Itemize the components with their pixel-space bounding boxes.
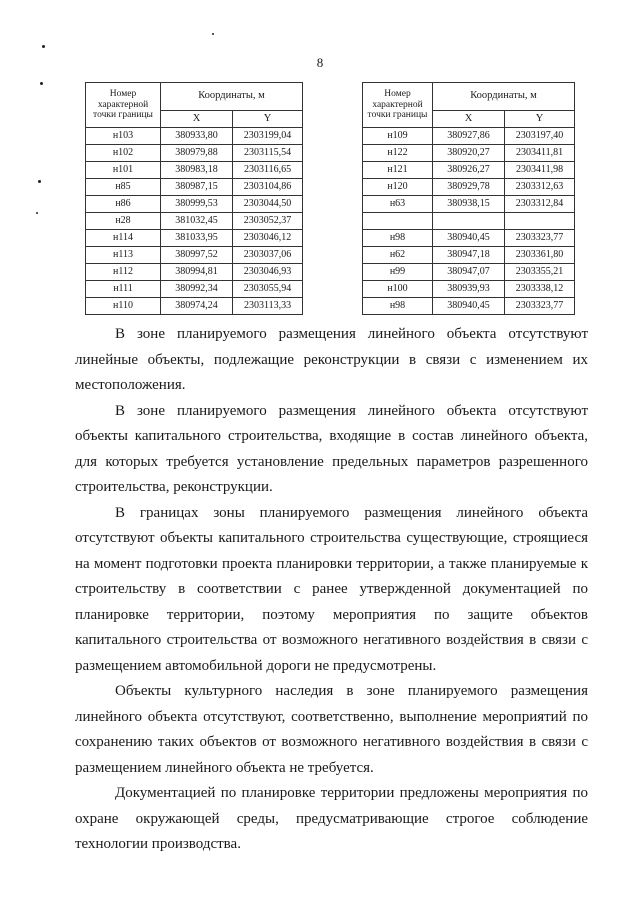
table-row xyxy=(363,162,575,179)
cell-x: 380939,93 xyxy=(433,281,505,298)
cell-y: 2303411,81 xyxy=(505,145,575,162)
cell-x: 380940,45 xyxy=(433,230,505,247)
header-x: X xyxy=(161,111,233,128)
scan-speck xyxy=(42,45,45,48)
header-y: Y xyxy=(505,111,575,128)
paragraph: В зоне планируемого размещения линейного объекта отсутствуют линейные объекты, подлежащие реконструкции в связи с изменением их местоположения. xyxy=(75,326,588,393)
cell-x: 380983,18 xyxy=(161,162,233,179)
cell-y: 2303355,21 xyxy=(505,264,575,281)
cell-point: н110 xyxy=(86,298,161,315)
cell-y: 2303055,94 xyxy=(233,281,303,298)
cell-x: 380997,52 xyxy=(161,247,233,264)
coordinates-table-left xyxy=(85,82,303,315)
header-point: Номер характерной точки границы xyxy=(86,83,161,128)
cell-y: 2303199,04 xyxy=(233,128,303,145)
cell-point: н122 xyxy=(363,145,433,162)
cell-y xyxy=(505,213,575,230)
cell-point: н63 xyxy=(363,196,433,213)
table-body xyxy=(86,128,303,315)
cell-x: 381032,45 xyxy=(161,213,233,230)
cell-x: 380929,78 xyxy=(433,179,505,196)
table-row xyxy=(86,281,303,298)
cell-x: 380994,81 xyxy=(161,264,233,281)
scan-speck xyxy=(36,212,38,214)
cell-y: 2303323,77 xyxy=(505,298,575,315)
cell-y: 2303044,50 xyxy=(233,196,303,213)
cell-y: 2303338,12 xyxy=(505,281,575,298)
cell-point: н121 xyxy=(363,162,433,179)
cell-y: 2303361,80 xyxy=(505,247,575,264)
scan-speck xyxy=(38,180,41,183)
cell-x: 380992,34 xyxy=(161,281,233,298)
cell-x: 380947,07 xyxy=(433,264,505,281)
cell-point: н112 xyxy=(86,264,161,281)
cell-y: 2303411,98 xyxy=(505,162,575,179)
cell-point: н109 xyxy=(363,128,433,145)
body-text xyxy=(75,322,588,858)
cell-x: 380933,80 xyxy=(161,128,233,145)
table-row xyxy=(86,213,303,230)
table-row xyxy=(363,128,575,145)
table-row xyxy=(363,298,575,315)
cell-point: н28 xyxy=(86,213,161,230)
cell-y: 2303046,93 xyxy=(233,264,303,281)
cell-x: 380938,15 xyxy=(433,196,505,213)
cell-x: 380947,18 xyxy=(433,247,505,264)
table-row xyxy=(86,128,303,145)
table-row xyxy=(363,247,575,264)
cell-point: н99 xyxy=(363,264,433,281)
cell-point: н113 xyxy=(86,247,161,264)
coordinates-table-right xyxy=(362,82,575,315)
cell-y: 2303052,37 xyxy=(233,213,303,230)
cell-y: 2303312,63 xyxy=(505,179,575,196)
cell-point xyxy=(363,213,433,230)
cell-x: 380920,27 xyxy=(433,145,505,162)
table-row xyxy=(363,145,575,162)
cell-point: н120 xyxy=(363,179,433,196)
cell-y: 2303037,06 xyxy=(233,247,303,264)
cell-x: 380979,88 xyxy=(161,145,233,162)
paragraph: В границах зоны планируемого размещения линейного объекта отсутствуют объекты капитального строительства существующие, строящиеся на момент подготовки проекта планировки территории, а также планируемые к строительству в соответствии с ранее утвержденной документацией по планировке территории, поэтому мероприятия по защите объектов капитального строительства от возможного негативного воздействия в связи с размещением автомобильной дороги не предусмотрены. xyxy=(75,504,588,674)
header-coords: Координаты, м xyxy=(433,83,575,111)
cell-point: н100 xyxy=(363,281,433,298)
table-row xyxy=(363,179,575,196)
cell-y: 2303197,40 xyxy=(505,128,575,145)
table-row xyxy=(363,264,575,281)
cell-x xyxy=(433,213,505,230)
header-x: X xyxy=(433,111,505,128)
cell-x: 380987,15 xyxy=(161,179,233,196)
table-row xyxy=(86,230,303,247)
cell-x: 380927,86 xyxy=(433,128,505,145)
table-row xyxy=(86,196,303,213)
cell-point: н102 xyxy=(86,145,161,162)
table-row xyxy=(86,264,303,281)
table-row xyxy=(363,196,575,213)
table-row xyxy=(86,179,303,196)
table-body xyxy=(363,128,575,315)
cell-point: н111 xyxy=(86,281,161,298)
cell-point: н98 xyxy=(363,230,433,247)
cell-point: н114 xyxy=(86,230,161,247)
cell-x: 380999,53 xyxy=(161,196,233,213)
cell-y: 2303312,84 xyxy=(505,196,575,213)
scan-speck xyxy=(212,33,214,35)
cell-x: 381033,95 xyxy=(161,230,233,247)
table-row xyxy=(86,247,303,264)
table-row xyxy=(363,213,575,230)
table-row xyxy=(86,145,303,162)
page-number: 8 xyxy=(316,55,324,70)
cell-point: н103 xyxy=(86,128,161,145)
cell-y: 2303115,54 xyxy=(233,145,303,162)
header-point: Номер характерной точки границы xyxy=(363,83,433,128)
scan-speck xyxy=(40,82,43,85)
table-row xyxy=(363,281,575,298)
table-row xyxy=(86,162,303,179)
table-row xyxy=(86,298,303,315)
cell-y: 2303104,86 xyxy=(233,179,303,196)
cell-y: 2303116,65 xyxy=(233,162,303,179)
cell-point: н85 xyxy=(86,179,161,196)
cell-x: 380974,24 xyxy=(161,298,233,315)
header-y: Y xyxy=(233,111,303,128)
header-coords: Координаты, м xyxy=(161,83,303,111)
paragraph: В зоне планируемого размещения линейного объекта отсутствуют объекты капитального строительства, входящие в состав линейного объекта, для которых требуется установление предельных параметров разрешенного строительства, реконструкции. xyxy=(75,402,588,495)
cell-point: н62 xyxy=(363,247,433,264)
table-row xyxy=(363,230,575,247)
cell-point: н101 xyxy=(86,162,161,179)
paragraph: Объекты культурного наследия в зоне планируемого размещения линейного объекта отсутствуют, соответственно, выполнение мероприятий по сохранению таких объектов от возможного негативного воздействия в связи с размещением линейного объекта не требуется. xyxy=(75,683,588,776)
cell-y: 2303113,33 xyxy=(233,298,303,315)
cell-y: 2303323,77 xyxy=(505,230,575,247)
cell-point: н86 xyxy=(86,196,161,213)
cell-x: 380926,27 xyxy=(433,162,505,179)
cell-y: 2303046,12 xyxy=(233,230,303,247)
cell-x: 380940,45 xyxy=(433,298,505,315)
paragraph: Документацией по планировке территории предложены мероприятия по охране окружающей среды, предусматривающие строгое соблюдение технологии производства. xyxy=(75,785,588,852)
cell-point: н98 xyxy=(363,298,433,315)
